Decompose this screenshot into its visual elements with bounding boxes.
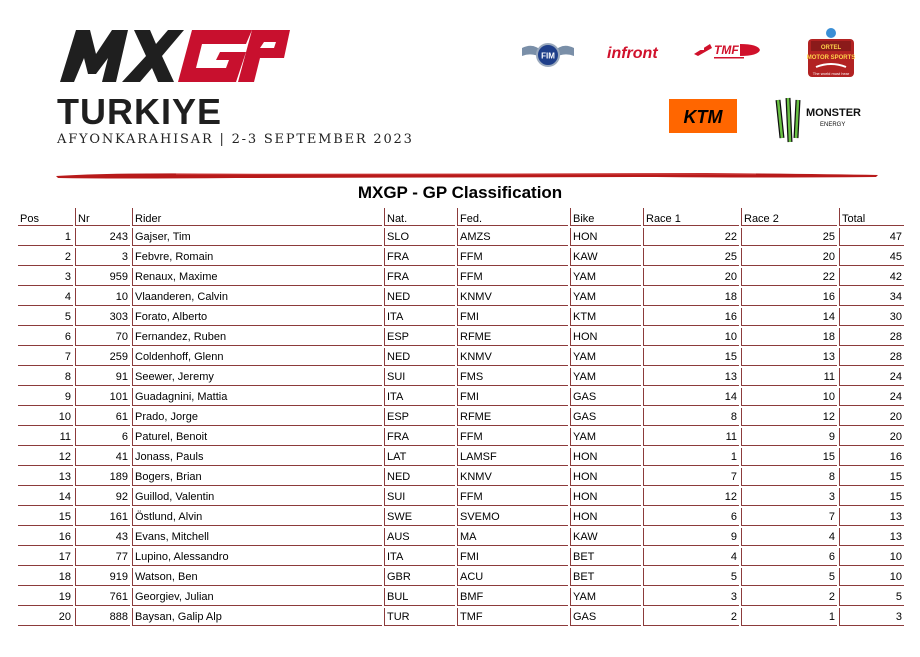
total-points: 20 (839, 428, 904, 446)
race1-points: 14 (643, 388, 739, 406)
rider-name: Guillod, Valentin (132, 488, 382, 506)
race1-points: 2 (643, 608, 739, 626)
rider-federation: FFM (457, 488, 568, 506)
rider-name: Gajser, Tim (132, 228, 382, 246)
rider-position: 15 (18, 508, 73, 526)
rider-nationality: NED (384, 348, 455, 366)
rider-bike: HON (570, 328, 641, 346)
rider-number: 259 (75, 348, 130, 366)
race1-points: 3 (643, 588, 739, 606)
svg-text:ENERGY: ENERGY (820, 122, 846, 128)
column-header-bike: Bike (570, 208, 641, 226)
column-header-rider: Rider (132, 208, 382, 226)
total-points: 24 (839, 388, 904, 406)
rider-number: 888 (75, 608, 130, 626)
total-points: 16 (839, 448, 904, 466)
rider-number: 77 (75, 548, 130, 566)
rider-bike: KTM (570, 308, 641, 326)
table-row (18, 588, 904, 606)
rider-number: 92 (75, 488, 130, 506)
svg-text:TMF: TMF (714, 43, 739, 57)
rider-name: Fernandez, Ruben (132, 328, 382, 346)
table-row (18, 488, 904, 506)
rider-bike: BET (570, 568, 641, 586)
infront-logo (607, 43, 663, 68)
rider-name: Lupino, Alessandro (132, 548, 382, 566)
rider-bike: HON (570, 488, 641, 506)
total-points: 10 (839, 548, 904, 566)
race1-points: 6 (643, 508, 739, 526)
race2-points: 25 (741, 228, 837, 246)
rider-federation: FMI (457, 308, 568, 326)
column-header-nr: Nr (75, 208, 130, 226)
rider-bike: BET (570, 548, 641, 566)
rider-number: 919 (75, 568, 130, 586)
race2-points: 22 (741, 268, 837, 286)
rider-bike: KAW (570, 528, 641, 546)
svg-text:The world must hear: The world must hear (812, 71, 850, 76)
svg-text:MONSTER: MONSTER (806, 107, 861, 119)
rider-nationality: FRA (384, 428, 455, 446)
rider-position: 2 (18, 248, 73, 266)
rider-position: 1 (18, 228, 73, 246)
rider-nationality: NED (384, 468, 455, 486)
rider-nationality: GBR (384, 568, 455, 586)
rider-name: Paturel, Benoit (132, 428, 382, 446)
column-header-race2: Race 2 (741, 208, 837, 226)
rider-number: 41 (75, 448, 130, 466)
rider-nationality: NED (384, 288, 455, 306)
table-row (18, 468, 904, 486)
event-dates: AFYONKARAHISAR | 2-3 SEPTEMBER 2023 (57, 132, 414, 147)
rider-position: 12 (18, 448, 73, 466)
total-points: 20 (839, 408, 904, 426)
rider-federation: FFM (457, 248, 568, 266)
rider-name: Febvre, Romain (132, 248, 382, 266)
race2-points: 12 (741, 408, 837, 426)
rider-name: Östlund, Alvin (132, 508, 382, 526)
rider-name: Guadagnini, Mattia (132, 388, 382, 406)
table-row (18, 308, 904, 326)
rider-federation: KNMV (457, 468, 568, 486)
rider-federation: BMF (457, 588, 568, 606)
rider-position: 8 (18, 368, 73, 386)
tmf-logo (692, 40, 764, 67)
rider-name: Seewer, Jeremy (132, 368, 382, 386)
event-branding (56, 24, 414, 152)
rider-nationality: SLO (384, 228, 455, 246)
column-header-race1: Race 1 (643, 208, 739, 226)
total-points: 30 (839, 308, 904, 326)
column-header-pos: Pos (18, 208, 73, 226)
race2-points: 14 (741, 308, 837, 326)
race1-points: 20 (643, 268, 739, 286)
rider-name: Coldenhoff, Glenn (132, 348, 382, 366)
total-points: 42 (839, 268, 904, 286)
race1-points: 15 (643, 348, 739, 366)
rider-nationality: SUI (384, 368, 455, 386)
rider-bike: KAW (570, 248, 641, 266)
rider-number: 43 (75, 528, 130, 546)
classification-table (16, 206, 906, 628)
rider-name: Vlaanderen, Calvin (132, 288, 382, 306)
race2-points: 15 (741, 448, 837, 466)
rider-name: Evans, Mitchell (132, 528, 382, 546)
total-points: 47 (839, 228, 904, 246)
table-header-row (18, 208, 904, 226)
rider-number: 303 (75, 308, 130, 326)
rider-nationality: BUL (384, 588, 455, 606)
rider-position: 20 (18, 608, 73, 626)
rider-position: 4 (18, 288, 73, 306)
rider-nationality: ESP (384, 408, 455, 426)
page-title: MXGP - GP Classification (357, 183, 563, 202)
race2-points: 10 (741, 388, 837, 406)
ktm-logo (669, 99, 737, 138)
race2-points: 18 (741, 328, 837, 346)
rider-federation: FFM (457, 268, 568, 286)
rider-position: 14 (18, 488, 73, 506)
column-header-total: Total (839, 208, 904, 226)
total-points: 10 (839, 568, 904, 586)
race1-points: 11 (643, 428, 739, 446)
rider-position: 16 (18, 528, 73, 546)
rider-position: 10 (18, 408, 73, 426)
table-row (18, 388, 904, 406)
total-points: 28 (839, 328, 904, 346)
total-points: 3 (839, 608, 904, 626)
rider-bike: GAS (570, 408, 641, 426)
rider-name: Bogers, Brian (132, 468, 382, 486)
total-points: 34 (839, 288, 904, 306)
race1-points: 8 (643, 408, 739, 426)
rider-federation: RFME (457, 328, 568, 346)
rider-bike: HON (570, 228, 641, 246)
rider-number: 189 (75, 468, 130, 486)
rider-number: 243 (75, 228, 130, 246)
total-points: 15 (839, 488, 904, 506)
rider-number: 61 (75, 408, 130, 426)
table-row (18, 508, 904, 526)
rider-nationality: FRA (384, 248, 455, 266)
rider-number: 91 (75, 368, 130, 386)
table-row (18, 228, 904, 246)
race2-points: 8 (741, 468, 837, 486)
table-row (18, 328, 904, 346)
race2-points: 3 (741, 488, 837, 506)
race1-points: 18 (643, 288, 739, 306)
rider-bike: YAM (570, 268, 641, 286)
rider-number: 761 (75, 588, 130, 606)
race1-points: 4 (643, 548, 739, 566)
mxgp-logo (56, 24, 292, 86)
rider-position: 5 (18, 308, 73, 326)
table-row (18, 368, 904, 386)
race2-points: 13 (741, 348, 837, 366)
rider-nationality: FRA (384, 268, 455, 286)
total-points: 13 (839, 528, 904, 546)
total-points: 45 (839, 248, 904, 266)
rider-name: Baysan, Galip Alp (132, 608, 382, 626)
rider-bike: YAM (570, 288, 641, 306)
table-row (18, 348, 904, 366)
race2-points: 6 (741, 548, 837, 566)
table-row (18, 548, 904, 566)
table-row (18, 528, 904, 546)
rider-federation: MA (457, 528, 568, 546)
rider-bike: GAS (570, 388, 641, 406)
table-row (18, 248, 904, 266)
rider-position: 6 (18, 328, 73, 346)
rider-bike: GAS (570, 608, 641, 626)
race2-points: 1 (741, 608, 837, 626)
rider-federation: FFM (457, 428, 568, 446)
rider-bike: YAM (570, 368, 641, 386)
table-row (18, 268, 904, 286)
total-points: 13 (839, 508, 904, 526)
total-points: 15 (839, 468, 904, 486)
rider-nationality: SUI (384, 488, 455, 506)
svg-text:FIM: FIM (541, 51, 555, 61)
race1-points: 10 (643, 328, 739, 346)
race2-points: 9 (741, 428, 837, 446)
rider-number: 6 (75, 428, 130, 446)
rider-nationality: ITA (384, 308, 455, 326)
total-points: 28 (839, 348, 904, 366)
rider-federation: SVEMO (457, 508, 568, 526)
rider-number: 70 (75, 328, 130, 346)
rider-position: 9 (18, 388, 73, 406)
header-divider (56, 168, 878, 180)
rider-number: 959 (75, 268, 130, 286)
rider-name: Jonass, Pauls (132, 448, 382, 466)
rider-nationality: TUR (384, 608, 455, 626)
rider-federation: ACU (457, 568, 568, 586)
rider-number: 161 (75, 508, 130, 526)
column-header-nat: Nat. (384, 208, 455, 226)
race1-points: 7 (643, 468, 739, 486)
rider-federation: FMI (457, 388, 568, 406)
rider-federation: RFME (457, 408, 568, 426)
rider-name: Prado, Jorge (132, 408, 382, 426)
rider-nationality: ESP (384, 328, 455, 346)
column-header-fed: Fed. (457, 208, 568, 226)
race2-points: 20 (741, 248, 837, 266)
rider-position: 19 (18, 588, 73, 606)
rider-position: 18 (18, 568, 73, 586)
race2-points: 7 (741, 508, 837, 526)
table-row (18, 288, 904, 306)
rider-position: 7 (18, 348, 73, 366)
svg-text:KTM: KTM (683, 107, 723, 127)
race2-points: 2 (741, 588, 837, 606)
table-row (18, 428, 904, 446)
rider-federation: FMI (457, 548, 568, 566)
event-name: TURKIYE (57, 91, 223, 132)
monster-energy-logo (772, 94, 870, 151)
rider-position: 13 (18, 468, 73, 486)
race1-points: 13 (643, 368, 739, 386)
table-row (18, 408, 904, 426)
rider-number: 3 (75, 248, 130, 266)
rider-federation: KNMV (457, 288, 568, 306)
rider-federation: LAMSF (457, 448, 568, 466)
rider-number: 10 (75, 288, 130, 306)
rider-name: Forato, Alberto (132, 308, 382, 326)
rider-bike: YAM (570, 428, 641, 446)
race1-points: 12 (643, 488, 739, 506)
rider-position: 11 (18, 428, 73, 446)
rider-nationality: AUS (384, 528, 455, 546)
race2-points: 11 (741, 368, 837, 386)
rider-position: 17 (18, 548, 73, 566)
rider-position: 3 (18, 268, 73, 286)
rider-federation: KNMV (457, 348, 568, 366)
total-points: 5 (839, 588, 904, 606)
motor-sports-central-logo (806, 27, 856, 84)
rider-bike: HON (570, 448, 641, 466)
race2-points: 4 (741, 528, 837, 546)
race2-points: 5 (741, 568, 837, 586)
race1-points: 1 (643, 448, 739, 466)
rider-nationality: SWE (384, 508, 455, 526)
rider-bike: YAM (570, 588, 641, 606)
table-row (18, 608, 904, 626)
svg-text:ORTEL: ORTEL (820, 45, 842, 51)
fim-logo (520, 40, 576, 75)
rider-federation: AMZS (457, 228, 568, 246)
rider-name: Georgiev, Julian (132, 588, 382, 606)
rider-nationality: LAT (384, 448, 455, 466)
table-row (18, 448, 904, 466)
rider-number: 101 (75, 388, 130, 406)
rider-name: Renaux, Maxime (132, 268, 382, 286)
svg-text:MOTOR SPORTS: MOTOR SPORTS (806, 55, 856, 61)
race2-points: 16 (741, 288, 837, 306)
svg-text:infront: infront (607, 45, 658, 62)
rider-nationality: ITA (384, 548, 455, 566)
rider-federation: TMF (457, 608, 568, 626)
race1-points: 9 (643, 528, 739, 546)
total-points: 24 (839, 368, 904, 386)
rider-bike: HON (570, 468, 641, 486)
rider-bike: HON (570, 508, 641, 526)
race1-points: 22 (643, 228, 739, 246)
rider-federation: FMS (457, 368, 568, 386)
table-row (18, 568, 904, 586)
rider-name: Watson, Ben (132, 568, 382, 586)
race1-points: 25 (643, 248, 739, 266)
rider-nationality: ITA (384, 388, 455, 406)
race1-points: 5 (643, 568, 739, 586)
rider-bike: YAM (570, 348, 641, 366)
race1-points: 16 (643, 308, 739, 326)
